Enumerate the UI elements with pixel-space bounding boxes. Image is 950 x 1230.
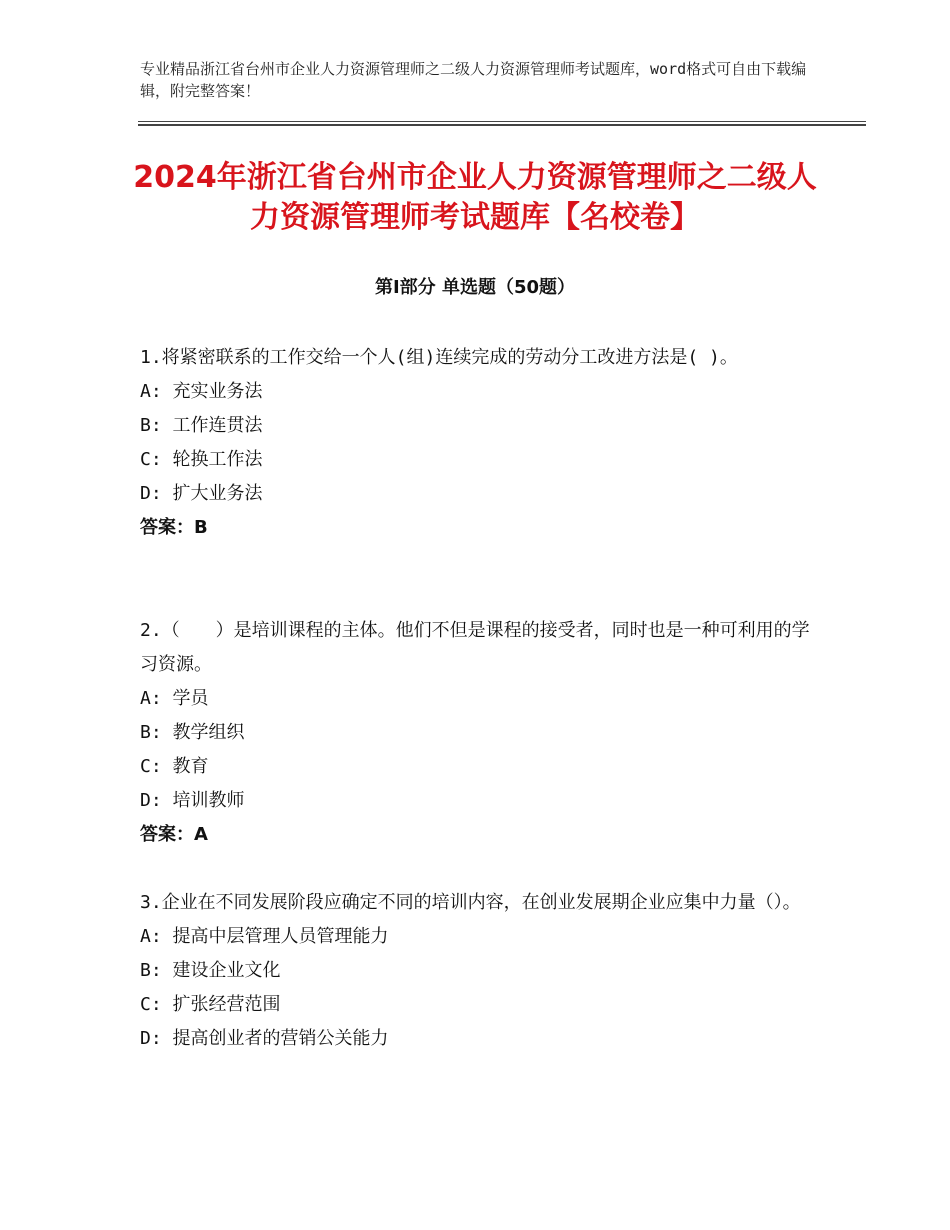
option-b: B: 工作连贯法: [140, 415, 263, 436]
option-d: D: 培训教师: [140, 790, 245, 811]
question-stem: 1.将紧密联系的工作交给一个人(组)连续完成的劳动分工改进方法是( )。: [140, 347, 738, 368]
option-a: A: 提高中层管理人员管理能力: [140, 926, 389, 947]
option-b: B: 建设企业文化: [140, 960, 281, 981]
header-divider: [138, 121, 866, 122]
option-d: D: 提高创业者的营销公关能力: [140, 1028, 389, 1049]
answer: 答案：A: [140, 824, 208, 845]
option-c: C: 轮换工作法: [140, 449, 263, 470]
question-stem: 2.（ ）是培训课程的主体。他们不但是课程的接受者，同时也是一种可利用的学习资源。: [140, 620, 810, 675]
option-c: C: 扩张经营范围: [140, 994, 281, 1015]
question-2: [140, 614, 810, 852]
section-title: 第Ⅰ部分 单选题（50题）: [374, 277, 575, 298]
question-3: [140, 886, 810, 1056]
option-a: A: 充实业务法: [140, 381, 263, 402]
question-1: [140, 341, 810, 545]
option-c: C: 教育: [140, 756, 209, 777]
option-a: A: 学员: [140, 688, 209, 709]
header-divider-thick: [138, 124, 866, 126]
option-b: B: 教学组织: [140, 722, 245, 743]
header-note: 专业精品浙江省台州市企业人力资源管理师之二级人力资源管理师考试题库，word格式可自由下载编辑，附完整答案！: [140, 60, 807, 100]
question-stem: 3.企业在不同发展阶段应确定不同的培训内容，在创业发展期企业应集中力量（）。: [140, 892, 801, 913]
answer: 答案：B: [140, 517, 208, 538]
document-title: 2024年浙江省台州市企业人力资源管理师之二级人力资源管理师考试题库【名校卷】: [133, 160, 817, 235]
option-d: D: 扩大业务法: [140, 483, 263, 504]
